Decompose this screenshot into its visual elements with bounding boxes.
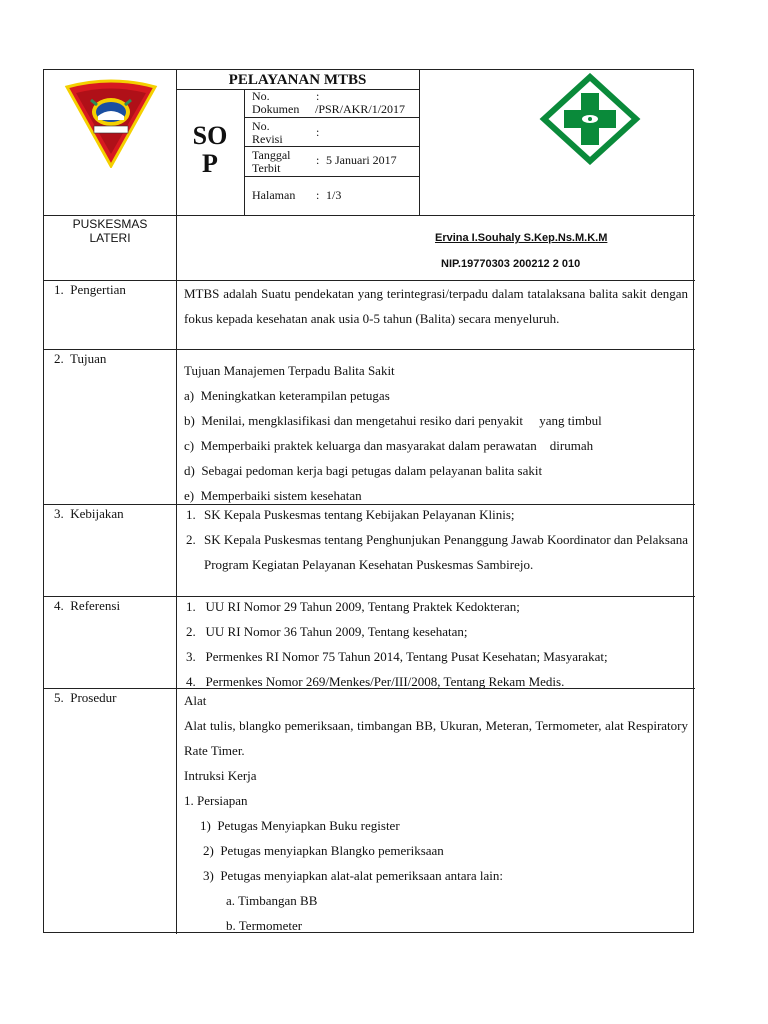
kebijakan-item: SK Kepala Puskesmas tentang Penghunjukan Penanggung Jawab Koordinator dan Pelaksana Program Kegiatan Pelayanan Kesehatan Puskesmas Sambirejo. — [204, 532, 688, 572]
alat-heading: Alat — [184, 693, 207, 708]
procedure-subitem: b. Termometer — [226, 918, 303, 933]
puskesmas-health-logo — [536, 73, 644, 165]
sop-label: SO P — [192, 121, 228, 178]
issue-date-colon: : — [316, 153, 320, 167]
page-value: 1/3 — [326, 188, 342, 202]
procedure-step: 3) Petugas menyiapkan alat-alat pemeriksaan antara lain: — [203, 868, 503, 883]
referensi-item: 1. UU RI Nomor 29 Tahun 2009, Tentang Praktek Kedokteran; — [186, 599, 520, 614]
section-label-pengertian: 1. Pengertian — [54, 282, 126, 297]
row-divider-pengertian — [44, 349, 695, 350]
page-colon: : — [316, 188, 320, 202]
kebijakan-item: SK Kepala Puskesmas tentang Kebijakan Pelayanan Klinis; — [204, 507, 515, 522]
section-label-prosedur: 5. Prosedur — [54, 690, 117, 705]
tujuan-item: b) Menilai, mengklasifikasi dan mengetahui resiko dari penyakit yang timbul — [184, 413, 602, 428]
procedure-step: 1) Petugas Menyiapkan Buku register — [200, 818, 400, 833]
section-label-referensi: 4. Referensi — [54, 598, 121, 613]
tujuan-intro: Tujuan Manajemen Terpadu Balita Sakit — [184, 363, 395, 378]
referensi-item: 2. UU RI Nomor 36 Tahun 2009, Tentang kesehatan; — [186, 624, 468, 639]
section-label-tujuan: 2. Tujuan — [54, 351, 107, 366]
instruksi-heading: Intruksi Kerja — [184, 768, 257, 783]
sop-document — [43, 69, 694, 933]
section-label-kebijakan: 3. Kebijakan — [54, 506, 124, 521]
doc-number-label: No. Dokumen — [252, 89, 300, 116]
column-divider — [176, 70, 177, 934]
revision-colon: : — [316, 125, 320, 139]
pengertian-text: MTBS adalah Suatu pendekatan yang terintegrasi/terpadu dalam tatalaksana balita sakit dengan fokus kepada kesehatan anak usia 0-5 tahun (Balita) secara menyeluruh. — [184, 286, 688, 326]
sop-divider — [244, 89, 245, 215]
tujuan-item: c) Memperbaiki praktek keluarga dan masyarakat dalam perawatan dirumah — [184, 438, 594, 453]
persiapan-heading: 1. Persiapan — [184, 793, 248, 808]
header-right-divider — [419, 70, 420, 216]
procedure-subitem: a. Timbangan BB — [226, 893, 318, 908]
tujuan-item: a) Meningkatkan keterampilan petugas — [184, 388, 390, 403]
doc-number-value: /PSR/AKR/1/2017 — [315, 102, 406, 116]
alat-text: Alat tulis, blangko pemeriksaan, timbangan BB, Ukuran, Meteran, Termometer, alat Respiratory Rate Timer. — [184, 718, 688, 758]
row-divider-header — [44, 215, 695, 216]
meta-divider-3 — [244, 176, 419, 177]
tujuan-item: d) Sebagai pedoman kerja bagi petugas dalam pelayanan balita sakit — [184, 463, 543, 478]
signer-name: Ervina I.Souhaly S.Kep.Ns.M.K.M — [435, 232, 608, 244]
procedure-step: 2) Petugas menyiapkan Blangko pemeriksaan — [203, 843, 444, 858]
kebijakan-item-number: 1. — [186, 507, 196, 522]
tujuan-item: e) Memperbaiki sistem kesehatan — [184, 488, 362, 503]
revision-label: No. Revisi — [252, 119, 283, 146]
issue-date-label: Tanggal Terbit — [252, 148, 291, 175]
issue-date-value: 5 Januari 2017 — [326, 153, 397, 167]
signer-nip: NIP.19770303 200212 2 010 — [441, 258, 581, 270]
referensi-item: 3. Permenkes RI Nomor 75 Tahun 2014, Tentang Pusat Kesehatan; Masyarakat; — [186, 649, 608, 664]
doc-number-colon: : — [316, 89, 320, 103]
meta-divider-2 — [244, 146, 419, 147]
document-title: PELAYANAN MTBS — [228, 72, 367, 88]
page-label: Halaman — [252, 188, 296, 202]
organization-name: PUSKESMAS LATERI — [72, 217, 148, 245]
meta-divider-1 — [244, 117, 419, 118]
referensi-item: 4. Permenkes Nomor 269/Menkes/Per/III/2008, Tentang Rekam Medis. — [186, 674, 565, 689]
kebijakan-item-number: 2. — [186, 532, 196, 547]
regional-emblem-logo — [64, 78, 158, 168]
